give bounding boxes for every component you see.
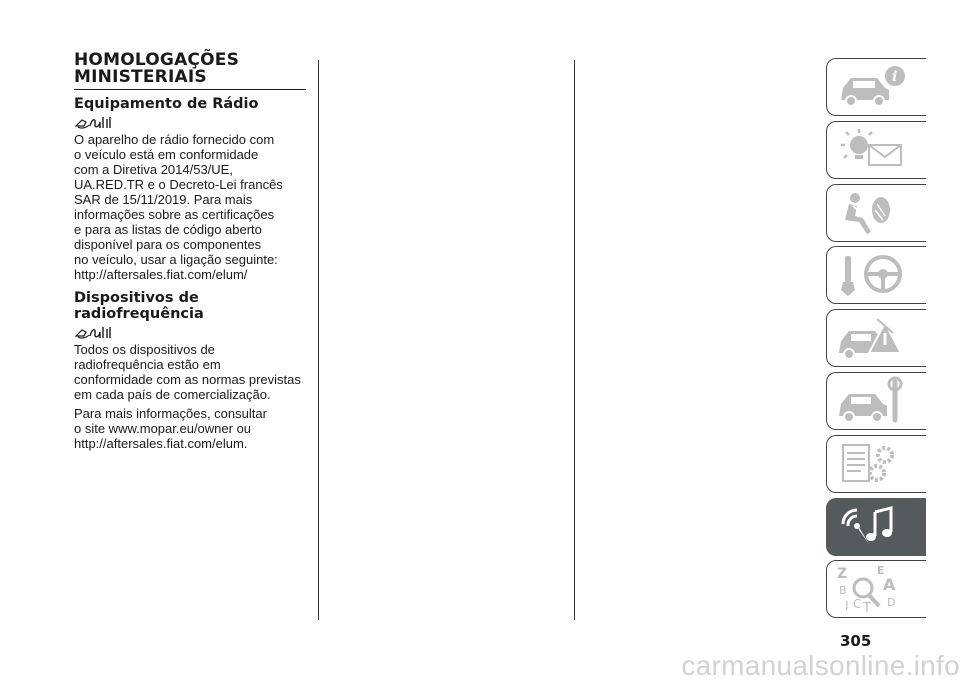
tab-maintenance[interactable] [826, 372, 926, 430]
hand-writing-icon [74, 114, 118, 130]
radio-equipment-text: O aparelho de rádio fornecido com o veículo está em conformidade com a Diretiva 2014/53/UE, UA.RED.TR e o Decreto-Lei francês SAR de 15/11/2019. Para mais informações sobre as certificações e para as listas de código aberto disponível para os componentes no veículo, usar a ligação seguinte: http://aftersales.fiat.com/elum/ [74, 132, 283, 282]
rf-devices-text-1: Todos os dispositivos de radiofrequência estão em conformidade com as normas previstas em cada país de comercialização. [74, 342, 301, 402]
section-title: HOMOLOGAÇÕES MINISTERIAIS [74, 50, 240, 87]
svg-text:A: A [883, 575, 896, 595]
svg-text:B: B [839, 584, 847, 598]
multimedia-icon [833, 502, 913, 552]
tab-technical-data[interactable] [826, 435, 926, 493]
seat-airbag-icon [833, 188, 913, 238]
tab-car-info[interactable] [826, 58, 926, 116]
content-column [74, 52, 306, 455]
radio-equipment-heading: Equipamento de Rádio [74, 96, 259, 112]
technical-data-icon [833, 439, 913, 489]
tab-multimedia[interactable] [826, 498, 926, 556]
tab-warning-lights[interactable] [826, 121, 926, 179]
svg-text:i: i [892, 69, 898, 85]
svg-text:I: I [845, 599, 849, 614]
svg-text:C: C [853, 597, 862, 612]
index-icon [833, 564, 913, 614]
tab-safety[interactable] [826, 184, 926, 242]
car-info-icon [833, 62, 913, 112]
svg-text:D: D [887, 596, 896, 610]
column-divider [574, 60, 575, 620]
section-rule [74, 89, 306, 90]
svg-text:E: E [877, 564, 885, 578]
rf-devices-text-2: Para mais informações, consultar o site www.mopar.eu/owner ou http://aftersales.fiat.com/elum. [74, 406, 267, 451]
warning-lights-message-icon [833, 125, 913, 175]
tab-starting-driving[interactable] [826, 246, 926, 304]
tab-emergency[interactable] [826, 309, 926, 367]
svg-text:Z: Z [837, 566, 848, 583]
key-steering-wheel-icon [833, 250, 913, 300]
svg-text:T: T [863, 601, 871, 615]
car-maintenance-icon [833, 376, 913, 426]
car-breakdown-icon [833, 313, 913, 363]
column-divider [318, 60, 319, 620]
page-number: 305 [840, 632, 872, 650]
hand-writing-icon [74, 324, 118, 340]
chapter-tabs [826, 58, 928, 623]
rf-devices-heading: Dispositivos de radiofrequência [74, 290, 204, 322]
tab-index[interactable] [826, 560, 926, 618]
watermark: carmanualsonline.info [681, 650, 960, 681]
